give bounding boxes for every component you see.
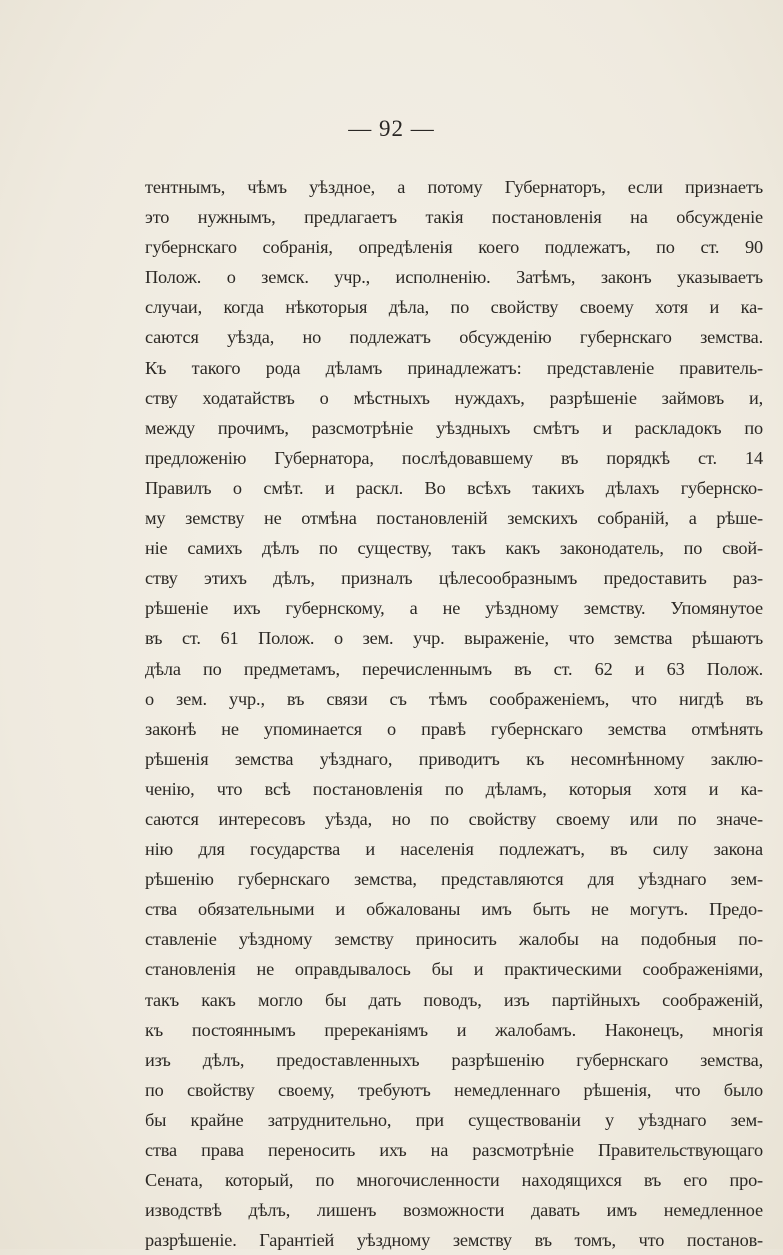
text-line: саются уѣзда, но подлежатъ обсужденію губернскаго земства. — [145, 327, 763, 348]
text-line: ству этихъ дѣлъ, призналъ цѣлесообразнымъ предоставить раз- — [145, 568, 763, 589]
text-line: законѣ не упоминается о правѣ губернскаго земства отмѣнять — [145, 718, 763, 739]
text-line: по свойству своему, требуютъ немедленнаго рѣшенія, что было — [145, 1079, 763, 1100]
text-line: Правилъ о смѣт. и раскл. Во всѣхъ такихъ дѣлахъ губернско- — [145, 477, 763, 498]
text-line: ству ходатайствъ о мѣстныхъ нуждахъ, разрѣшеніе займовъ и, — [145, 387, 763, 408]
text-line: тентнымъ, чѣмъ уѣздное, а потому Губернаторъ, если признаетъ — [145, 177, 763, 197]
text-line: му земству не отмѣна постановленій земскихъ собраній, а рѣше- — [145, 508, 763, 529]
text-line: ставленіе уѣздному земству приносить жалобы на подобныя по- — [145, 929, 763, 950]
text-line: о зем. учр., въ связи съ тѣмъ соображеніемъ, что нигдѣ въ — [145, 688, 763, 709]
text-line: между прочимъ, разсмотрѣніе уѣздныхъ смѣтъ и раскладокъ по — [145, 417, 763, 438]
text-line: ніе самихъ дѣлъ по существу, такъ какъ законодатель, по свой- — [145, 538, 763, 559]
text-line: Сената, который, по многочисленности находящихся въ его про- — [145, 1170, 763, 1191]
text-line: случаи, когда нѣкоторыя дѣла, по свойству своему хотя и ка- — [145, 297, 763, 318]
text-line: ства обязательными и обжалованы имъ быть не могутъ. Предо- — [145, 899, 763, 920]
text-line: къ постояннымъ пререканіямъ и жалобамъ. Наконецъ, многія — [145, 1019, 763, 1040]
text-line: предложенію Губернатора, послѣдовавшему въ порядкѣ ст. 14 — [145, 447, 763, 468]
text-line: изъ дѣлъ, предоставленныхъ разрѣшенію губернскаго земства, — [145, 1049, 763, 1070]
text-line: саются интересовъ уѣзда, но по свойству своему или по значе- — [145, 808, 763, 829]
page-number: — 92 — — [348, 116, 435, 141]
text-line: становленія не оправдывалось бы и практическими соображеніями, — [145, 959, 763, 980]
text-line: ства права переносить ихъ на разсмотрѣніе Правительствующаго — [145, 1140, 763, 1160]
text-line: въ ст. 61 Полож. о зем. учр. выраженіе, что земства рѣшаютъ — [145, 628, 763, 649]
text-line: рѣшенія земства уѣзднаго, приводитъ къ несомнѣнному заклю- — [145, 748, 763, 769]
text-line: такъ какъ могло бы дать поводъ, изъ партійныхъ соображеній, — [145, 989, 763, 1010]
text-line: разрѣшеніе. Гарантіей уѣздному земству въ томъ, что постанов- — [145, 1230, 763, 1251]
text-line: губернскаго собранія, опредѣленія коего подлежатъ, по ст. 90 — [145, 237, 763, 258]
body-text — [145, 172, 763, 1255]
text-line: рѣшенію губернскаго земства, представляются для уѣзднаго зем- — [145, 869, 763, 890]
text-line: рѣшеніе ихъ губернскому, а не уѣздному земству. Упомянутое — [145, 598, 763, 619]
text-line: Полож. о земск. учр., исполненію. Затѣмъ, законъ указываетъ — [145, 267, 763, 288]
text-line: Къ такого рода дѣламъ принадлежатъ: представленіе правитель- — [145, 357, 763, 378]
text-line: дѣла по предметамъ, перечисленнымъ въ ст. 62 и 63 Полож. — [145, 658, 763, 679]
text-line: изводствѣ дѣлъ, лишенъ возможности давать имъ немедленное — [145, 1200, 763, 1221]
text-line: ченію, что всѣ постановленія по дѣламъ, которыя хотя и ка- — [145, 778, 763, 799]
text-line: нію для государства и населенія подлежатъ, въ силу закона — [145, 839, 763, 860]
text-line: бы крайне затруднительно, при существованіи у уѣзднаго зем- — [145, 1109, 763, 1130]
text-line: это нужнымъ, предлагаетъ такія постановленія на обсужденіе — [145, 207, 763, 228]
